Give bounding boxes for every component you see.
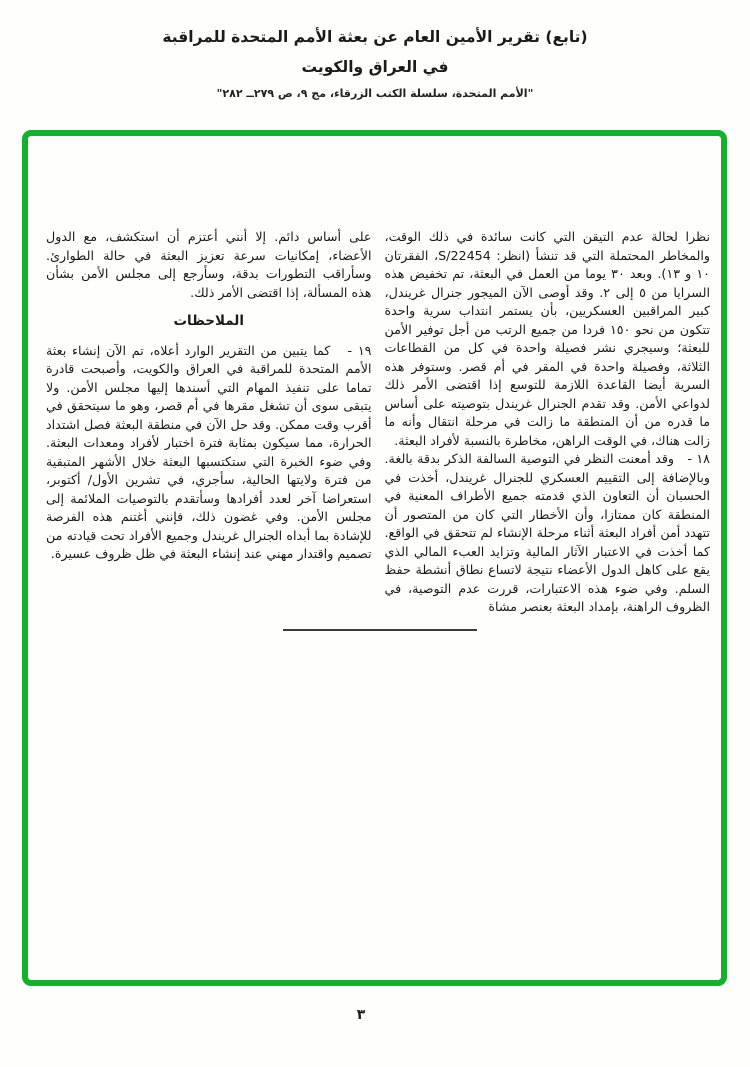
section-heading-observations: الملاحظات bbox=[173, 313, 244, 329]
two-column-text-area bbox=[45, 228, 710, 617]
page-number: ٣ bbox=[356, 1007, 366, 1023]
document-title-line1: (تابع) تقرير الأمين العام عن بعثة الأمم المتحدة للمراقبة bbox=[162, 28, 588, 46]
paragraph-18: ١٨ - وقد أمعنت النظر في التوصية السالفة الذكر بدقة بالغة. وبالإضافة إلى التقييم العسكري للجنرال غريندل، أخذت في الحسبان أن التعاون الذي قدمته جميع الأطراف المعنية في المنطقة كان ممتازا، وأن الأخطار التي كان من المتصور أن تتهدد أمن أفراد البعثة أثناء مرحلة الإنشاء لم تتحقق في الواقع. كما أخذت في الاعتبار الآثار المالية وتزايد العبء المالي الذي يقع على كاهل الدول الأعضاء نتيجة لاتساع نطاق أنشطة حفظ السلم. وفي ضوء هذه الاعتبارات، قررت عدم التوصية، في الظروف الراهنة، بإمداد البعثة بعنصر مشاة bbox=[384, 451, 710, 614]
text-column-left bbox=[46, 228, 372, 617]
document-title-line2: في العراق والكويت bbox=[301, 58, 449, 76]
paragraph-19: ١٩ - كما يتبين من التقرير الوارد أعلاه، تم الآن إنشاء بعثة الأمم المتحدة للمراقبة في العراق والكويت، وأصبحت قادرة تماما على تنفيذ المهام التي أسندها إليها مجلس الأمن. ولا يتبقى سوى أن تشغل مقرها في أم قصر، وهو ما سيتحقق في أقرب وقت ممكن. وقد حل الآن في منطقة البعثة فصل اشتداد الحرارة، مما سيكون بمثابة فترة اختبار لأفراد ومعدات البعثة. وفي ضوء الخبرة التي ستكتسبها البعثة خلال الأشهر المتبقية من فترة ولايتها الحالية، سأجري، في تشرين الأول/ أكتوبر، استعراضا آخر لعدد أفرادها وسأتقدم بالتوصيات الملائمة إلى مجلس الأمن. وفي غضون ذلك، فإنني أغتنم هذه الفرصة للإشادة بما أبداه الجنرال غريندل وجميع الأفراد تحت قيادته من تصميم واقتدار مهني عند إنشاء البعثة في ظل ظروف عسيرة. bbox=[46, 342, 372, 561]
text-column-right bbox=[385, 228, 711, 617]
section-end-rule bbox=[283, 629, 477, 631]
paragraph-continuation-left: على أساس دائم. إلا أنني أعتزم أن استكشف، مع الدول الأعضاء، إمكانيات سرعة تعزيز البعثة في حالة الطوارئ. وسأراقب التطورات بدقة، وسأرجع إلى مجلس الأمن بشأن هذه المسألة، إذا اقتضى الأمر ذلك. bbox=[46, 229, 372, 300]
document-source-reference: "الأمم المتحدة، سلسلة الكتب الزرقاء، مج ٩، ص ٢٧٩ــ ٢٨٢" bbox=[216, 87, 534, 100]
page-header bbox=[0, 22, 750, 100]
content-border-frame bbox=[22, 130, 727, 986]
paragraph-continuation-right: نظرا لحالة عدم التيقن التي كانت سائدة في ذلك الوقت، والمخاطر المحتملة التي قد تنشأ (انظر: S/22454، الفقرتان ١٠ و ١٣). وبعد ٣٠ يوما من العمل في البعثة، تم تخفيض هذه السرايا من ٥ إلى ٢. وقد أوصى الآن الميجور جنرال غريندل، كبير المراقبين العسكريين، بأن يستمر انتداب سرية واحدة تتكون من نحو ١٥٠ فردا من جميع الرتب من أجل توفير الأمن للبعثة؛ وسيجري نشر فصيلة واحدة في كل من القطاعات الثلاثة، وفصيلة واحدة في المقر في أم قصر. وستوفر هذه السرية أيضا القاعدة اللازمة للتوسع إذا اقتضى الأمر ذلك لدواعي الأمن. وقد تقدم الجنرال غريندل بتوصيته على أساس ما قدره من أن المنطقة ما زالت في مرحلة انتقال وأنه ما زالت هناك، في الوقت الراهن، مخاطرة بالنسبة لأفراد البعثة. bbox=[384, 229, 710, 448]
